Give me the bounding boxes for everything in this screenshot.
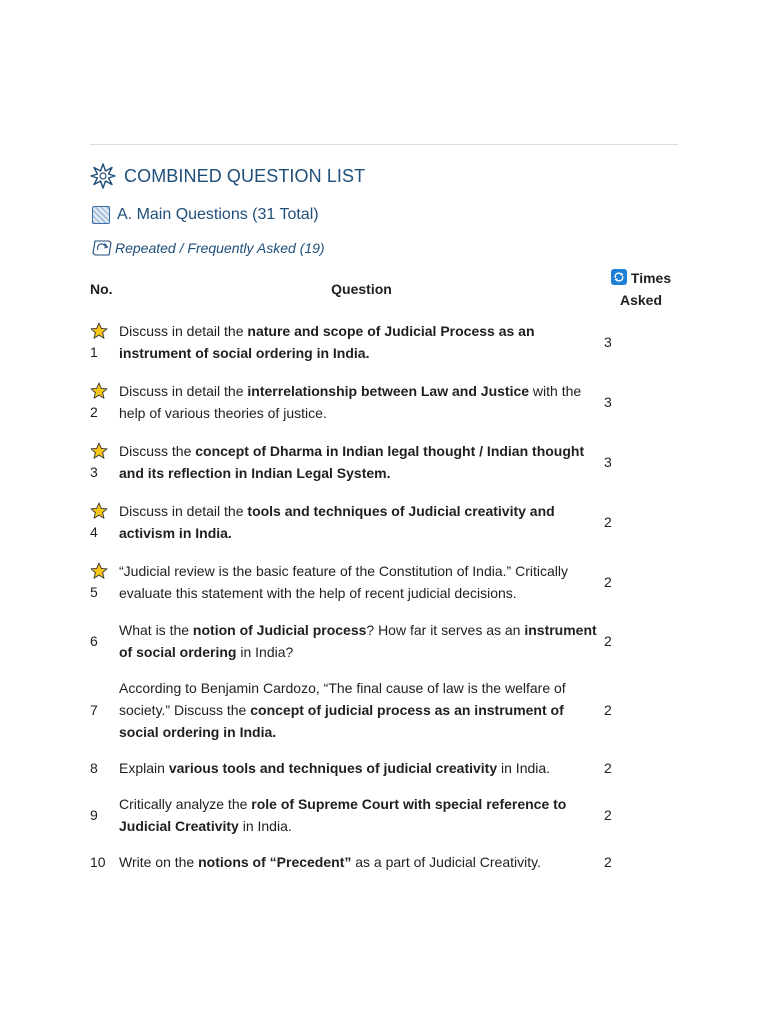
table-row (90, 492, 678, 552)
times-asked: 2 (604, 702, 612, 718)
table-row (90, 786, 678, 844)
question-table (90, 266, 678, 880)
question-fragment: Write on the (119, 854, 199, 870)
row-number-cell (90, 612, 119, 670)
row-number: 6 (90, 633, 98, 649)
star-icon (90, 322, 108, 340)
question-emphasis: various tools and techniques of judicial creativity (168, 760, 498, 776)
row-number-cell (90, 844, 119, 880)
title-row (90, 163, 365, 189)
row-number: 1 (90, 343, 98, 360)
question-text (119, 612, 604, 670)
question-fragment: Explain (119, 760, 169, 776)
question-fragment: as a part of Judicial Creativity. (351, 854, 541, 870)
row-number: 4 (90, 523, 98, 540)
section-heading (92, 206, 319, 224)
star-icon (90, 502, 108, 520)
question-text (119, 844, 604, 880)
question-fragment: in India? (236, 644, 294, 660)
times-asked: 3 (604, 394, 612, 410)
row-number-cell (90, 372, 119, 432)
row-number: 8 (90, 760, 98, 776)
times-asked: 2 (604, 574, 612, 590)
question-fragment: What is the (119, 622, 193, 638)
header-times-label: Times Asked (619, 270, 672, 308)
question-emphasis: concept of Dharma in Indian legal thought / Indian thought and its reflection in Indian Legal System. (119, 443, 585, 481)
header-times (604, 266, 678, 312)
row-number-cell (90, 552, 119, 612)
question-fragment: Critically analyze the (119, 796, 252, 812)
star-icon (90, 562, 108, 580)
row-number-cell (90, 670, 119, 750)
checkbox-icon (92, 206, 110, 224)
question-emphasis: instrument of social ordering (119, 622, 597, 660)
times-asked: 3 (604, 454, 612, 470)
row-number: 2 (90, 403, 98, 420)
question-fragment: Discuss in detail the (119, 503, 248, 519)
row-number-cell (90, 312, 119, 372)
table-row (90, 372, 678, 432)
row-number: 5 (90, 583, 98, 600)
table-row (90, 612, 678, 670)
question-emphasis: interrelationship between Law and Justice (247, 383, 530, 399)
question-fragment: ? How far it serves as an (366, 622, 525, 638)
question-emphasis: tools and techniques of Judicial creativity and activism in India. (119, 503, 555, 541)
table-row (90, 432, 678, 492)
divider (90, 144, 678, 145)
row-number-cell (90, 786, 119, 844)
table-row (90, 670, 678, 750)
repeat-icon (92, 240, 112, 256)
question-fragment: Discuss the (119, 443, 196, 459)
star-icon (90, 382, 108, 400)
row-number: 7 (90, 702, 98, 718)
repeat-button-icon (611, 269, 627, 285)
question-emphasis: notion of Judicial process (192, 622, 367, 638)
question-emphasis: nature and scope of Judicial Process as an instrument of social ordering in India. (119, 323, 535, 361)
subsection-heading (92, 240, 325, 256)
times-asked: 2 (604, 633, 612, 649)
question-text (119, 552, 604, 612)
row-number-cell (90, 432, 119, 492)
question-fragment: According to Benjamin Cardozo, “The final cause of law is the welfare of society.” Discuss the (119, 680, 566, 718)
row-number-cell (90, 492, 119, 552)
row-number-cell (90, 750, 119, 786)
question-fragment: in India. (497, 760, 551, 776)
question-text (119, 432, 604, 492)
question-emphasis: role of Supreme Court with special reference to Judicial Creativity (119, 796, 567, 834)
row-number: 3 (90, 463, 98, 480)
times-asked: 2 (604, 760, 612, 776)
table-header-row (90, 266, 678, 312)
times-asked: 2 (604, 854, 612, 870)
table-row (90, 844, 678, 880)
table-row (90, 750, 678, 786)
row-number: 9 (90, 807, 98, 823)
table-row (90, 312, 678, 372)
table-row (90, 552, 678, 612)
question-fragment: Discuss in detail the (119, 383, 248, 399)
times-asked: 2 (604, 807, 612, 823)
section-title: A. Main Questions (31 Total) (117, 206, 319, 223)
question-fragment: Discuss in detail the (119, 323, 248, 339)
question-fragment: with the help of various theories of justice. (119, 383, 582, 421)
question-text (119, 492, 604, 552)
question-fragment: in India. (238, 818, 292, 834)
sparkle-icon (90, 163, 116, 189)
times-asked: 3 (604, 334, 612, 350)
question-text (119, 786, 604, 844)
question-emphasis: concept of judicial process as an instrument of social ordering in India. (119, 702, 564, 740)
question-text (119, 750, 604, 786)
question-fragment: “Judicial review is the basic feature of the Constitution of India.” Critically evaluate this statement with the help of recent judicial decisions. (119, 563, 568, 601)
row-number: 10 (90, 854, 106, 870)
header-question: Question (331, 281, 392, 297)
star-icon (90, 442, 108, 460)
question-text (119, 312, 604, 372)
times-asked: 2 (604, 514, 612, 530)
question-text (119, 670, 604, 750)
header-no: No. (90, 281, 113, 297)
subsection-title: Repeated / Frequently Asked (19) (115, 240, 325, 256)
question-emphasis: notions of “Precedent” (198, 854, 352, 870)
page-title: COMBINED QUESTION LIST (124, 165, 366, 186)
question-text (119, 372, 604, 432)
